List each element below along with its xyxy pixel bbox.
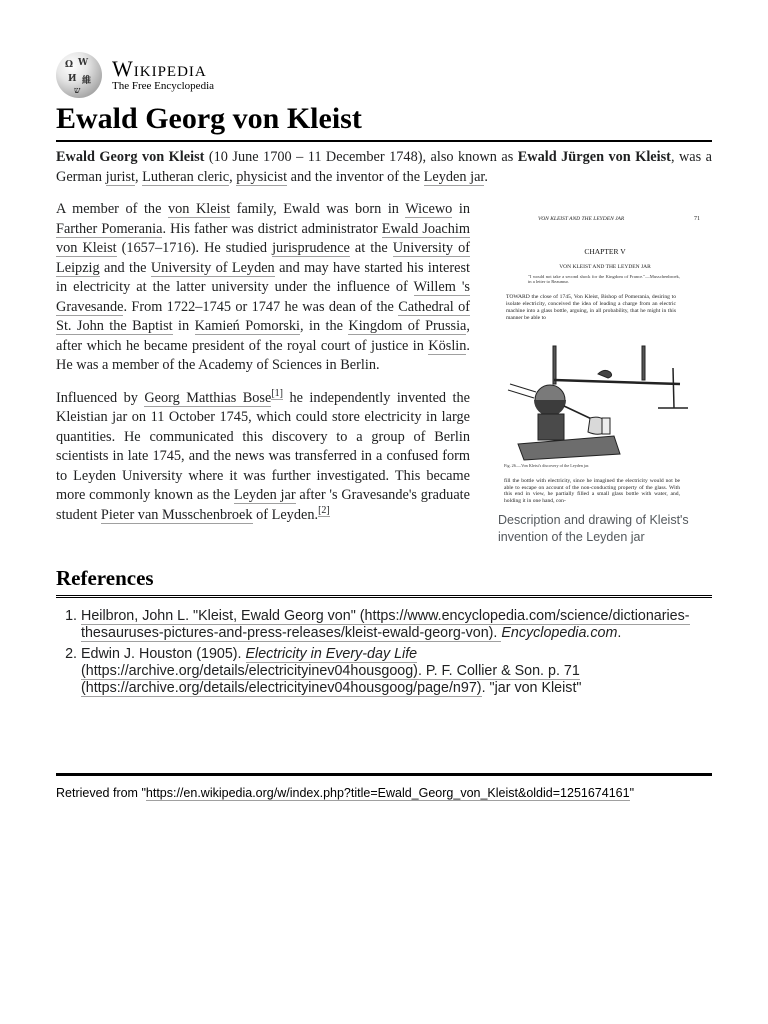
reference-item-1 [81, 608, 712, 642]
link-pieter-van-musschenbroek[interactable]: Pieter van Musschenbroek [100, 506, 253, 523]
text: . "jar von Kleist" [481, 680, 582, 696]
reference-1-link[interactable]: Heilbron, John L. "Kleist, Ewald Georg von" (https://www.encyclopedia.com/science/dictionaries-thesauruses-pictures-and-press-releases/kleist-ewald-georg-von). [81, 608, 690, 641]
link-university-of-leyden[interactable]: University of Leyden [150, 259, 275, 276]
text: and the inventor of the [287, 168, 424, 185]
scan-chapter: CHAPTER V [584, 247, 626, 256]
retrieved-url-link[interactable]: https://en.wikipedia.org/w/index.php?title=Ewald_Georg_von_Kleist&oldid=1251674161 [145, 786, 630, 800]
scan-page-number: 71 [694, 216, 700, 222]
text: . [617, 625, 622, 641]
link-koslin[interactable]: Köslin [428, 337, 467, 354]
figure-caption: Description and drawing of Kleist's invention of the Leyden jar [498, 513, 689, 544]
scan-running-head: VON KLEIST AND THE LEYDEN JAR [538, 216, 625, 222]
site-header [56, 52, 712, 98]
text: . His father was district administrator [162, 220, 382, 237]
scan-body-top: TOWARD the close of 1745, Von Kleist, Bishop of Pomerania, desiring to isolate electricity, conceived the idea of leading a charge from an electric machine into a glass bottle, arguing, in all probability, that he might in this manner be able to [506, 294, 676, 321]
text: Retrieved from " [56, 786, 146, 800]
text: Influenced by [56, 389, 145, 406]
text: in [172, 318, 195, 334]
reference-item-2 [81, 646, 712, 697]
text: , [229, 168, 237, 185]
retrieved-from-footer [56, 773, 712, 800]
text: , in the [300, 318, 349, 334]
bold-alias: Ewald Jürgen von Kleist [517, 149, 671, 165]
text: in [452, 201, 470, 217]
citation-1[interactable]: [1] [271, 387, 283, 399]
link-farther-pomerania[interactable]: Farther Pomerania [56, 220, 163, 237]
link-physicist[interactable]: physicist [236, 168, 288, 185]
link-jurist[interactable]: jurist [105, 168, 136, 185]
text: , was a German [56, 149, 713, 185]
link-ewald-joachim-von-kleist[interactable]: Ewald Joachim von Kleist [56, 220, 471, 256]
link-willem-s-gravesande[interactable]: Willem 's Gravesande [56, 279, 470, 315]
reference-2-url[interactable]: (https://archive.org/details/electricityinev04housgoog). P. F. Collier & Son. p. [81, 663, 564, 679]
text: of Leyden. [252, 506, 319, 523]
page-title: Ewald Georg von Kleist [56, 102, 712, 142]
scan-body-bottom: fill the bottle with electricity, since he imagined the electricity would not be able to escape on account of the non-conducting property of the glass. With this end in view, he partially filled a small glass bottle with water, and, holding it in one hand, con- [504, 478, 680, 504]
references-heading: References [56, 565, 712, 598]
text: (1657–1716). He studied [116, 240, 273, 256]
book-page-scan-image[interactable] [498, 208, 712, 510]
text: . From 1722–1745 or 1747 he was dean of the [123, 298, 399, 315]
link-cathedral[interactable]: Cathedral of St. John the Baptist [56, 298, 470, 334]
reference-2-title-link[interactable]: Electricity in Every-day Life [245, 646, 418, 662]
reference-2-page-link[interactable]: 71 (https://archive.org/details/electricityinev04housgoog/page/n97) [81, 663, 580, 696]
link-jurisprudence[interactable]: jurisprudence [272, 240, 350, 256]
wordmark[interactable] [112, 55, 215, 93]
text: after 's Gravesande's graduate student [56, 487, 470, 523]
text: (10 June 1700 – 11 December 1748), also known as [204, 149, 518, 165]
wordmark-title: Wikipedia [112, 55, 207, 81]
scan-chapter-title: VON KLEIST AND THE LEYDEN JAR [559, 264, 651, 270]
text: . [484, 168, 488, 185]
link-university-of-leipzig[interactable]: University of Leipzig [56, 240, 470, 276]
link-kingdom-of-prussia[interactable]: Kingdom of Prussia [348, 318, 467, 334]
wordmark-tagline: The Free Encyclopedia [112, 79, 215, 92]
paragraph-intro [56, 148, 712, 187]
wikipedia-globe-logo[interactable]: Ω W И 維 ש [56, 52, 102, 98]
link-von-kleist[interactable]: von Kleist [167, 201, 231, 217]
text: family, Ewald was born in [230, 201, 406, 217]
reference-1-publisher: Encyclopedia.com [501, 625, 618, 641]
text: , after which he became president of the royal court of justice in [56, 318, 470, 354]
text: , [135, 168, 143, 185]
text: " [629, 786, 634, 800]
citation-2[interactable]: [2] [318, 504, 330, 516]
article-body [56, 148, 713, 544]
scan-figure-caption: Fig. 26.—Von Kleist's discovery of the Leyden jar. [504, 464, 590, 468]
text: A member of the [56, 201, 168, 217]
scan-quote: "I would not take a second shock for the Kingdom of France."—Musschenbroek, in a letter to Reaumur. [528, 274, 680, 285]
link-leyden-jar[interactable]: Leyden jar [423, 168, 485, 185]
bold-name: Ewald Georg von Kleist [56, 149, 205, 165]
text: and may have started his interest in electricity at the latter university under the influence of [56, 259, 470, 295]
link-kamien-pomorski[interactable]: Kamień Pomorski [194, 318, 301, 334]
figure [498, 208, 712, 546]
text: . He was a member of the Academy of Sciences in Berlin. [56, 337, 470, 373]
text: Edwin J. Houston (1905). [81, 646, 246, 662]
link-wicewo[interactable]: Wicewo [405, 201, 453, 217]
article-page [56, 52, 712, 701]
link-leyden-jar-2[interactable]: Leyden jar [233, 487, 296, 503]
text: at the [349, 240, 393, 256]
link-lutheran-cleric[interactable]: Lutheran cleric [142, 168, 230, 185]
text: and the [99, 259, 151, 276]
references-list [56, 608, 712, 697]
link-georg-matthias-bose[interactable]: Georg Matthias Bose [144, 389, 272, 406]
text: he independently invented the Kleistian jar on 11 October 1745, which could store electricity in large quantities. He communicated this discovery to a group of Berlin scientists in late 1745, and the news was transferred in a confused form to Leyden University where it was further investigated. This became more commonly known as the [56, 389, 470, 503]
